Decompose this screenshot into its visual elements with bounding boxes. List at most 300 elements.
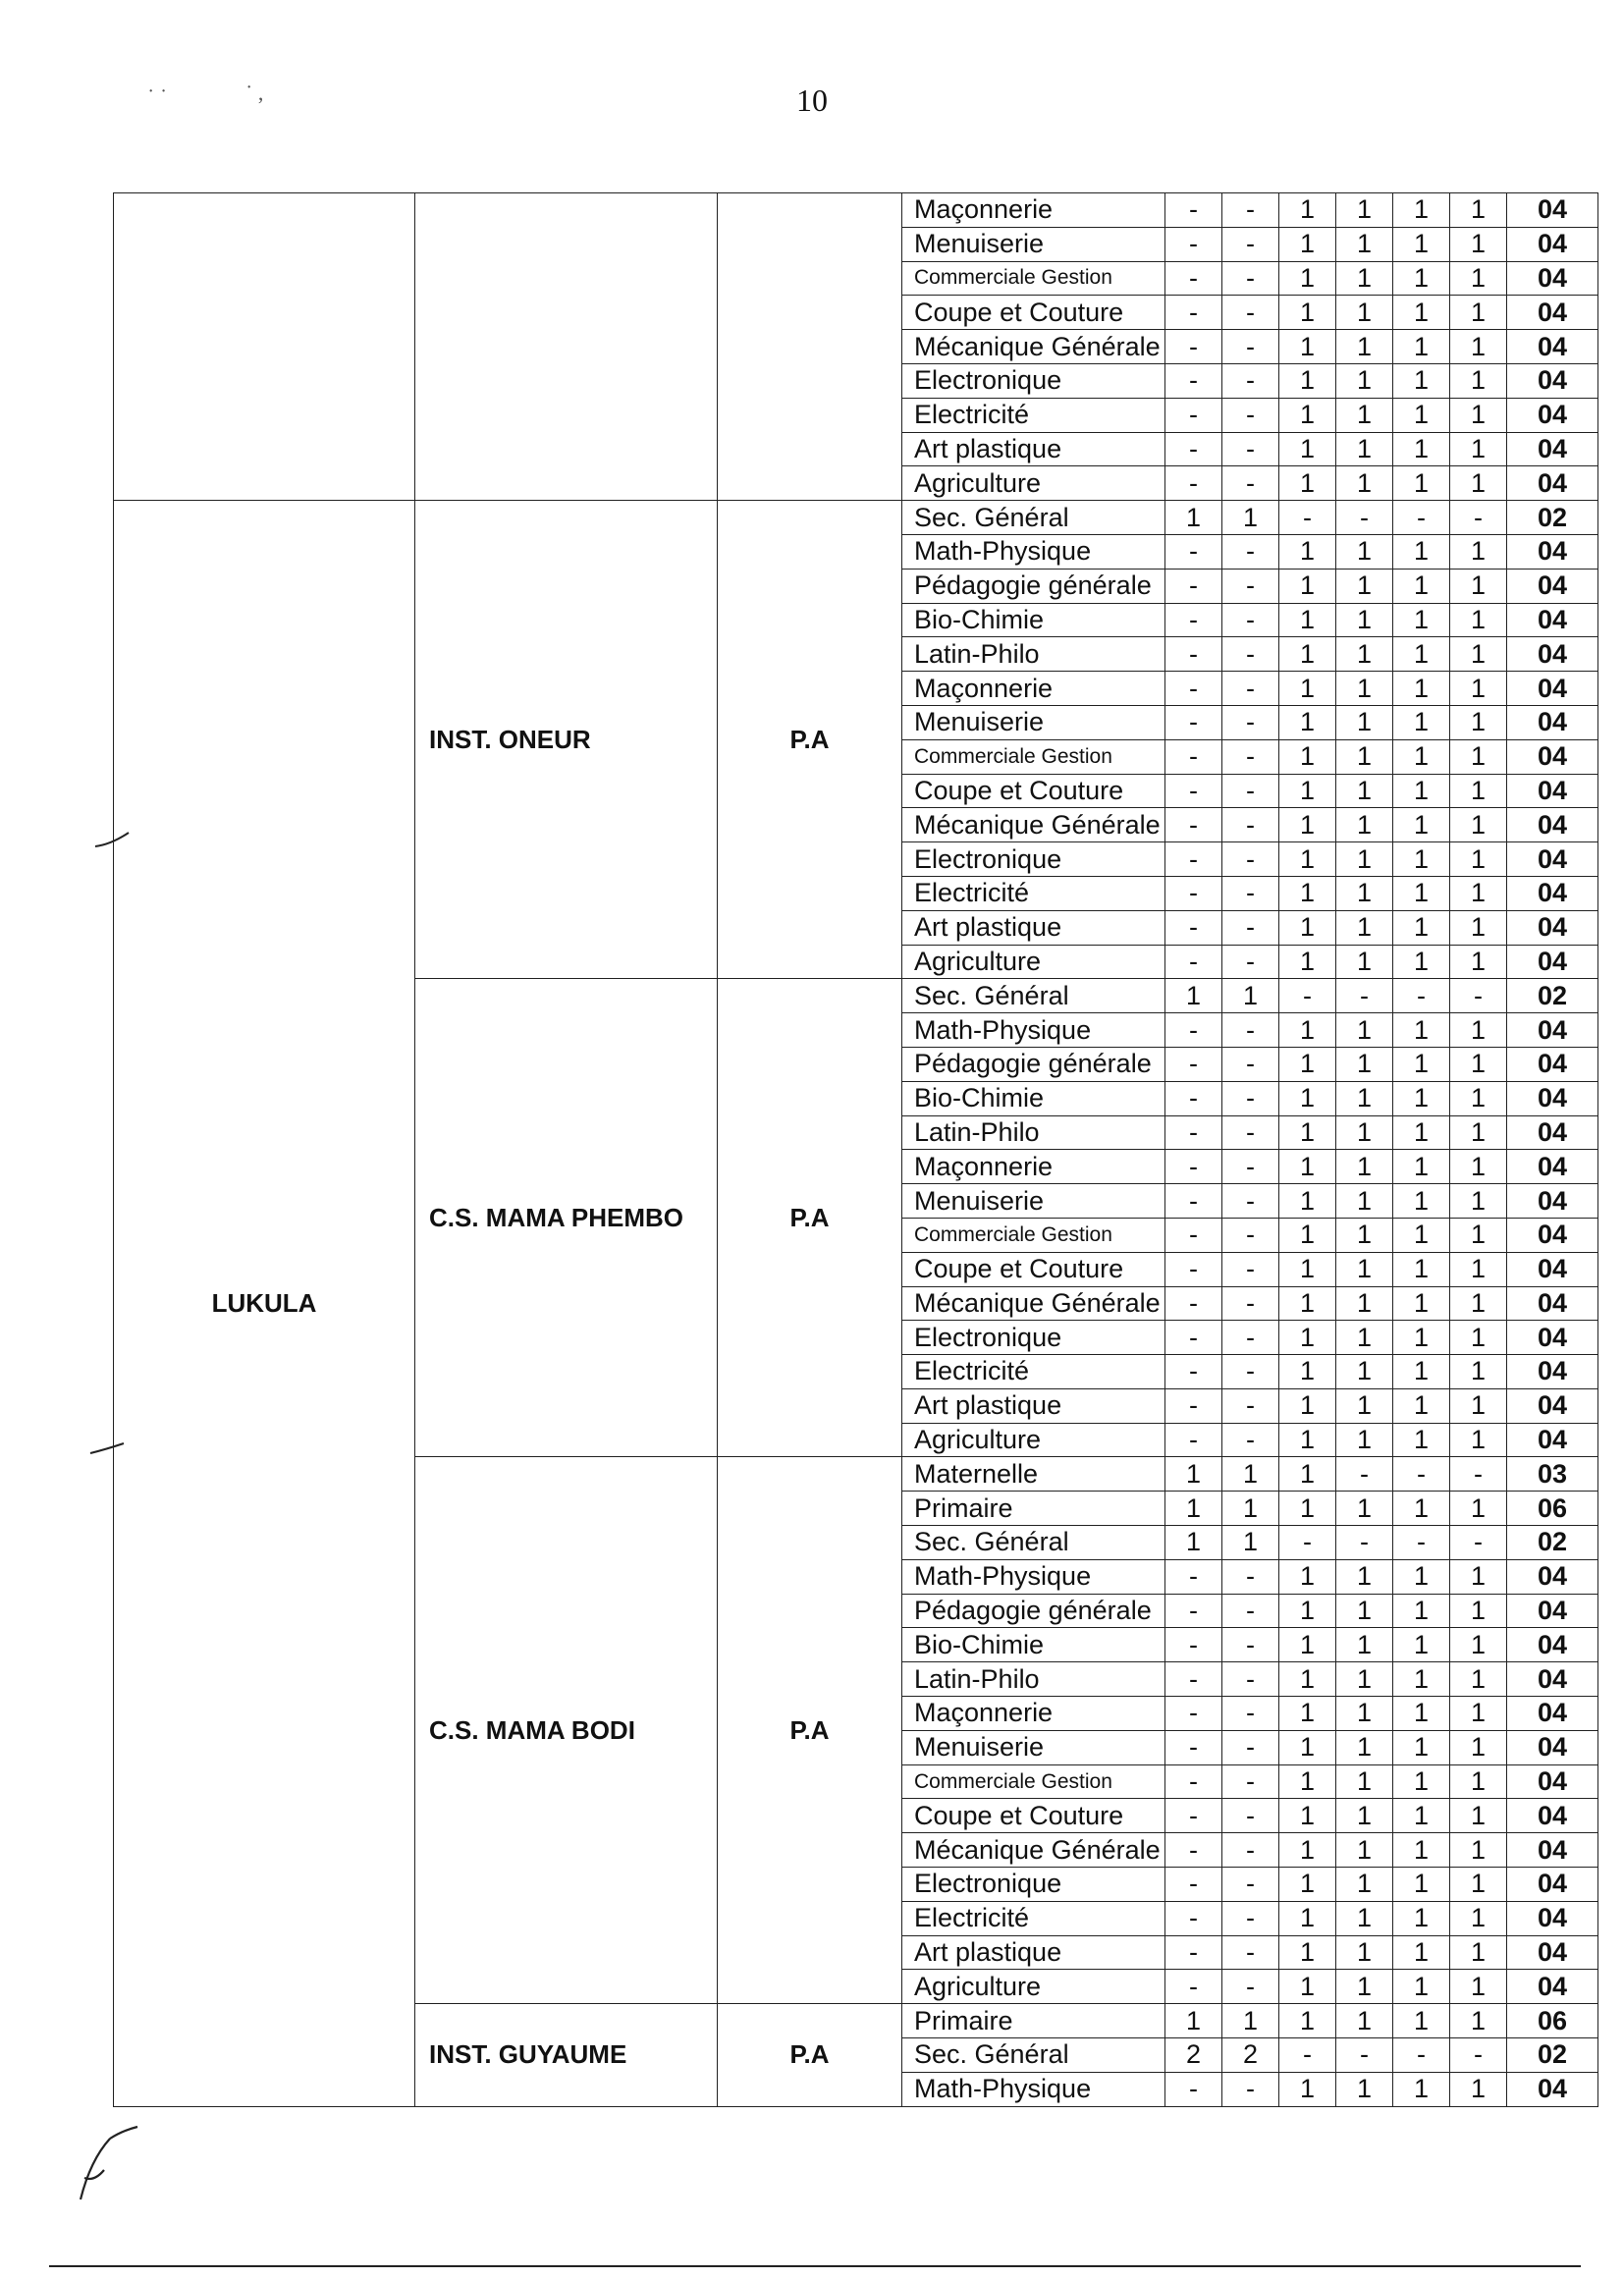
level-1-cell: -: [1165, 534, 1222, 569]
level-2-cell: -: [1222, 1764, 1279, 1799]
level-4-cell: 1: [1336, 739, 1393, 774]
level-2-cell: -: [1222, 569, 1279, 603]
school-name-cell: C.S. MAMA PHEMBO: [415, 979, 718, 1457]
level-2-cell: -: [1222, 739, 1279, 774]
level-4-cell: 1: [1336, 945, 1393, 979]
level-6-cell: 1: [1450, 1115, 1507, 1150]
level-3-cell: 1: [1279, 637, 1336, 672]
scan-speck: ˙ ˙: [147, 84, 168, 109]
level-3-cell: 1: [1279, 1150, 1336, 1184]
level-3-cell: 1: [1279, 1799, 1336, 1833]
level-2-cell: -: [1222, 672, 1279, 706]
level-6-cell: 1: [1450, 261, 1507, 296]
option-cell: Mécanique Générale: [902, 330, 1165, 364]
level-5-cell: 1: [1393, 876, 1450, 910]
district-cell: LUKULA: [114, 501, 415, 2106]
level-3-cell: -: [1279, 979, 1336, 1013]
total-cell: 04: [1507, 1935, 1598, 1970]
level-5-cell: 1: [1393, 1013, 1450, 1048]
level-5-cell: -: [1393, 979, 1450, 1013]
level-5-cell: 1: [1393, 1218, 1450, 1252]
total-cell: 04: [1507, 1252, 1598, 1286]
level-5-cell: -: [1393, 2038, 1450, 2073]
level-1-cell: -: [1165, 1388, 1222, 1423]
option-cell: Math-Physique: [902, 1013, 1165, 1048]
option-cell: Sec. Général: [902, 979, 1165, 1013]
total-cell: 02: [1507, 501, 1598, 535]
level-6-cell: 1: [1450, 1423, 1507, 1457]
level-1-cell: -: [1165, 1901, 1222, 1935]
option-cell: Agriculture: [902, 1423, 1165, 1457]
level-5-cell: 1: [1393, 534, 1450, 569]
level-5-cell: 1: [1393, 1150, 1450, 1184]
level-5-cell: 1: [1393, 842, 1450, 877]
page-number: 10: [796, 82, 828, 118]
level-5-cell: 1: [1393, 1252, 1450, 1286]
level-1-cell: -: [1165, 1355, 1222, 1389]
level-2-cell: -: [1222, 1388, 1279, 1423]
school-name-cell: [415, 193, 718, 501]
level-6-cell: 1: [1450, 1868, 1507, 1902]
level-5-cell: 1: [1393, 261, 1450, 296]
level-6-cell: 1: [1450, 534, 1507, 569]
level-3-cell: 1: [1279, 739, 1336, 774]
option-cell: Math-Physique: [902, 2072, 1165, 2106]
total-cell: 04: [1507, 569, 1598, 603]
level-1-cell: -: [1165, 1184, 1222, 1219]
level-6-cell: 1: [1450, 945, 1507, 979]
level-2-cell: -: [1222, 227, 1279, 261]
level-2-cell: 1: [1222, 501, 1279, 535]
level-4-cell: 1: [1336, 1252, 1393, 1286]
table-row: [114, 193, 1598, 228]
total-cell: 04: [1507, 672, 1598, 706]
level-1-cell: -: [1165, 705, 1222, 739]
level-5-cell: 1: [1393, 1388, 1450, 1423]
level-4-cell: 1: [1336, 876, 1393, 910]
level-5-cell: 1: [1393, 808, 1450, 842]
level-1-cell: -: [1165, 1799, 1222, 1833]
level-2-cell: -: [1222, 774, 1279, 808]
level-1-cell: -: [1165, 603, 1222, 637]
level-6-cell: 1: [1450, 1662, 1507, 1697]
level-6-cell: 1: [1450, 569, 1507, 603]
option-cell: Maternelle: [902, 1457, 1165, 1492]
level-5-cell: 1: [1393, 1081, 1450, 1115]
level-5-cell: 1: [1393, 1662, 1450, 1697]
level-1-cell: -: [1165, 1868, 1222, 1902]
level-2-cell: -: [1222, 296, 1279, 330]
level-2-cell: -: [1222, 1218, 1279, 1252]
level-3-cell: 1: [1279, 1355, 1336, 1389]
level-4-cell: 1: [1336, 1697, 1393, 1731]
level-5-cell: 1: [1393, 1286, 1450, 1321]
level-2-cell: -: [1222, 705, 1279, 739]
total-cell: 04: [1507, 808, 1598, 842]
level-4-cell: 1: [1336, 1013, 1393, 1048]
level-2-cell: -: [1222, 1252, 1279, 1286]
total-cell: 04: [1507, 1184, 1598, 1219]
level-6-cell: -: [1450, 1526, 1507, 1560]
level-1-cell: -: [1165, 1423, 1222, 1457]
level-1-cell: -: [1165, 637, 1222, 672]
level-1-cell: -: [1165, 945, 1222, 979]
level-4-cell: 1: [1336, 398, 1393, 432]
total-cell: 04: [1507, 1628, 1598, 1662]
option-cell: Mécanique Générale: [902, 1833, 1165, 1868]
level-2-cell: -: [1222, 1697, 1279, 1731]
level-2-cell: -: [1222, 363, 1279, 398]
total-cell: 04: [1507, 1047, 1598, 1081]
level-2-cell: -: [1222, 1286, 1279, 1321]
level-1-cell: -: [1165, 1252, 1222, 1286]
level-4-cell: 1: [1336, 672, 1393, 706]
school-name-cell: INST. GUYAUME: [415, 2004, 718, 2106]
level-4-cell: 1: [1336, 1355, 1393, 1389]
level-4-cell: 1: [1336, 1799, 1393, 1833]
level-3-cell: 1: [1279, 1321, 1336, 1355]
total-cell: 04: [1507, 1321, 1598, 1355]
total-cell: 04: [1507, 330, 1598, 364]
level-6-cell: -: [1450, 501, 1507, 535]
option-cell: Commerciale Gestion: [902, 1764, 1165, 1799]
level-2-cell: -: [1222, 1321, 1279, 1355]
level-3-cell: 1: [1279, 1388, 1336, 1423]
level-6-cell: -: [1450, 979, 1507, 1013]
level-3-cell: 1: [1279, 466, 1336, 501]
option-cell: Bio-Chimie: [902, 1628, 1165, 1662]
level-5-cell: 1: [1393, 1115, 1450, 1150]
option-cell: Menuiserie: [902, 705, 1165, 739]
option-cell: Maçonnerie: [902, 1697, 1165, 1731]
level-4-cell: -: [1336, 1526, 1393, 1560]
level-1-cell: 1: [1165, 501, 1222, 535]
level-5-cell: 1: [1393, 1423, 1450, 1457]
total-cell: 04: [1507, 876, 1598, 910]
option-cell: Commerciale Gestion: [902, 261, 1165, 296]
level-1-cell: -: [1165, 1013, 1222, 1048]
option-cell: Maçonnerie: [902, 1150, 1165, 1184]
level-6-cell: 1: [1450, 1388, 1507, 1423]
level-2-cell: -: [1222, 1628, 1279, 1662]
level-3-cell: 1: [1279, 945, 1336, 979]
level-2-cell: -: [1222, 945, 1279, 979]
total-cell: 06: [1507, 1492, 1598, 1526]
level-5-cell: 1: [1393, 569, 1450, 603]
level-6-cell: 1: [1450, 2004, 1507, 2038]
level-3-cell: 1: [1279, 1218, 1336, 1252]
total-cell: 04: [1507, 1730, 1598, 1764]
option-cell: Art plastique: [902, 432, 1165, 466]
total-cell: 04: [1507, 296, 1598, 330]
level-2-cell: -: [1222, 1970, 1279, 2004]
allocation-table: [113, 192, 1598, 2107]
level-4-cell: 1: [1336, 330, 1393, 364]
total-cell: 04: [1507, 1970, 1598, 2004]
total-cell: 04: [1507, 1388, 1598, 1423]
level-2-cell: 1: [1222, 1457, 1279, 1492]
level-6-cell: 1: [1450, 330, 1507, 364]
level-4-cell: -: [1336, 1457, 1393, 1492]
level-3-cell: 1: [1279, 398, 1336, 432]
total-cell: 04: [1507, 227, 1598, 261]
level-3-cell: 1: [1279, 1252, 1336, 1286]
level-5-cell: 1: [1393, 1492, 1450, 1526]
level-2-cell: -: [1222, 432, 1279, 466]
level-3-cell: 1: [1279, 1901, 1336, 1935]
level-3-cell: 1: [1279, 2004, 1336, 2038]
level-6-cell: 1: [1450, 1594, 1507, 1628]
level-1-cell: -: [1165, 1628, 1222, 1662]
level-6-cell: 1: [1450, 1286, 1507, 1321]
level-1-cell: -: [1165, 1150, 1222, 1184]
level-5-cell: 1: [1393, 1559, 1450, 1594]
level-5-cell: 1: [1393, 1628, 1450, 1662]
level-3-cell: 1: [1279, 910, 1336, 945]
level-6-cell: 1: [1450, 774, 1507, 808]
school-name-cell: INST. ONEUR: [415, 501, 718, 979]
option-cell: Math-Physique: [902, 534, 1165, 569]
level-2-cell: -: [1222, 2072, 1279, 2106]
total-cell: 06: [1507, 2004, 1598, 2038]
option-cell: Maçonnerie: [902, 193, 1165, 228]
level-6-cell: 1: [1450, 1833, 1507, 1868]
level-5-cell: 1: [1393, 330, 1450, 364]
level-4-cell: 1: [1336, 1388, 1393, 1423]
level-5-cell: 1: [1393, 1970, 1450, 2004]
level-1-cell: -: [1165, 569, 1222, 603]
level-2-cell: -: [1222, 1901, 1279, 1935]
level-3-cell: 1: [1279, 1935, 1336, 1970]
level-6-cell: 1: [1450, 1150, 1507, 1184]
level-6-cell: 1: [1450, 910, 1507, 945]
level-4-cell: -: [1336, 2038, 1393, 2073]
level-5-cell: 1: [1393, 1901, 1450, 1935]
option-cell: Coupe et Couture: [902, 774, 1165, 808]
signature-mark: [61, 2121, 149, 2209]
total-cell: 04: [1507, 1081, 1598, 1115]
level-4-cell: 1: [1336, 842, 1393, 877]
level-6-cell: 1: [1450, 1628, 1507, 1662]
level-2-cell: -: [1222, 842, 1279, 877]
level-1-cell: -: [1165, 739, 1222, 774]
option-cell: Electronique: [902, 842, 1165, 877]
option-cell: Pédagogie générale: [902, 1047, 1165, 1081]
option-cell: Menuiserie: [902, 1730, 1165, 1764]
total-cell: 04: [1507, 1594, 1598, 1628]
level-5-cell: -: [1393, 1526, 1450, 1560]
level-1-cell: -: [1165, 466, 1222, 501]
level-5-cell: 1: [1393, 945, 1450, 979]
level-4-cell: 1: [1336, 1935, 1393, 1970]
level-3-cell: 1: [1279, 193, 1336, 228]
level-2-cell: 1: [1222, 1526, 1279, 1560]
option-cell: Electricité: [902, 1355, 1165, 1389]
level-2-cell: -: [1222, 1047, 1279, 1081]
total-cell: 04: [1507, 363, 1598, 398]
level-4-cell: 1: [1336, 705, 1393, 739]
option-cell: Bio-Chimie: [902, 603, 1165, 637]
level-6-cell: 1: [1450, 296, 1507, 330]
level-1-cell: -: [1165, 1286, 1222, 1321]
level-3-cell: 1: [1279, 876, 1336, 910]
level-1-cell: -: [1165, 1833, 1222, 1868]
school-name-cell: C.S. MAMA BODI: [415, 1457, 718, 2004]
level-6-cell: 1: [1450, 1184, 1507, 1219]
option-cell: Electricité: [902, 876, 1165, 910]
level-3-cell: 1: [1279, 1047, 1336, 1081]
total-cell: 04: [1507, 1901, 1598, 1935]
total-cell: 04: [1507, 193, 1598, 228]
level-3-cell: 1: [1279, 1628, 1336, 1662]
level-1-cell: -: [1165, 398, 1222, 432]
level-3-cell: 1: [1279, 569, 1336, 603]
level-2-cell: -: [1222, 1868, 1279, 1902]
level-4-cell: 1: [1336, 910, 1393, 945]
level-2-cell: -: [1222, 1081, 1279, 1115]
level-5-cell: 1: [1393, 1594, 1450, 1628]
level-5-cell: 1: [1393, 637, 1450, 672]
level-5-cell: 1: [1393, 193, 1450, 228]
level-6-cell: 1: [1450, 739, 1507, 774]
level-6-cell: 1: [1450, 1559, 1507, 1594]
level-3-cell: 1: [1279, 432, 1336, 466]
option-cell: Latin-Philo: [902, 1662, 1165, 1697]
level-1-cell: -: [1165, 1662, 1222, 1697]
level-3-cell: 1: [1279, 1081, 1336, 1115]
level-2-cell: -: [1222, 1799, 1279, 1833]
level-3-cell: 1: [1279, 1833, 1336, 1868]
level-1-cell: 1: [1165, 1492, 1222, 1526]
level-5-cell: 1: [1393, 739, 1450, 774]
level-6-cell: 1: [1450, 603, 1507, 637]
option-cell: Sec. Général: [902, 2038, 1165, 2073]
level-1-cell: -: [1165, 1115, 1222, 1150]
level-3-cell: 1: [1279, 1764, 1336, 1799]
level-1-cell: -: [1165, 808, 1222, 842]
level-5-cell: 1: [1393, 296, 1450, 330]
level-2-cell: -: [1222, 1013, 1279, 1048]
level-1-cell: -: [1165, 1935, 1222, 1970]
level-3-cell: 1: [1279, 1184, 1336, 1219]
level-3-cell: -: [1279, 501, 1336, 535]
level-1-cell: -: [1165, 1218, 1222, 1252]
level-6-cell: 1: [1450, 227, 1507, 261]
level-4-cell: 1: [1336, 193, 1393, 228]
level-3-cell: 1: [1279, 534, 1336, 569]
total-cell: 04: [1507, 1218, 1598, 1252]
level-4-cell: 1: [1336, 774, 1393, 808]
level-6-cell: 1: [1450, 842, 1507, 877]
level-1-cell: -: [1165, 432, 1222, 466]
level-3-cell: 1: [1279, 705, 1336, 739]
total-cell: 04: [1507, 1423, 1598, 1457]
level-5-cell: 1: [1393, 1355, 1450, 1389]
level-1-cell: 1: [1165, 1526, 1222, 1560]
level-3-cell: -: [1279, 1526, 1336, 1560]
level-2-cell: -: [1222, 398, 1279, 432]
level-1-cell: -: [1165, 1764, 1222, 1799]
level-3-cell: 1: [1279, 1013, 1336, 1048]
level-3-cell: 1: [1279, 1868, 1336, 1902]
level-3-cell: 1: [1279, 330, 1336, 364]
level-6-cell: 1: [1450, 1764, 1507, 1799]
level-3-cell: 1: [1279, 1457, 1336, 1492]
level-4-cell: 1: [1336, 1868, 1393, 1902]
option-cell: Pédagogie générale: [902, 1594, 1165, 1628]
level-2-cell: 1: [1222, 2004, 1279, 2038]
level-5-cell: 1: [1393, 227, 1450, 261]
level-3-cell: 1: [1279, 363, 1336, 398]
level-4-cell: 1: [1336, 1559, 1393, 1594]
level-4-cell: 1: [1336, 1286, 1393, 1321]
regime-cell: P.A: [718, 2004, 902, 2106]
option-cell: Coupe et Couture: [902, 1799, 1165, 1833]
level-6-cell: 1: [1450, 1013, 1507, 1048]
level-2-cell: -: [1222, 1559, 1279, 1594]
level-4-cell: 1: [1336, 1047, 1393, 1081]
total-cell: 04: [1507, 1150, 1598, 1184]
level-5-cell: -: [1393, 501, 1450, 535]
option-cell: Pédagogie générale: [902, 569, 1165, 603]
option-cell: Math-Physique: [902, 1559, 1165, 1594]
level-4-cell: 1: [1336, 1423, 1393, 1457]
level-4-cell: 1: [1336, 1115, 1393, 1150]
option-cell: Art plastique: [902, 910, 1165, 945]
level-4-cell: 1: [1336, 1081, 1393, 1115]
option-cell: Latin-Philo: [902, 1115, 1165, 1150]
level-1-cell: -: [1165, 1594, 1222, 1628]
level-4-cell: 1: [1336, 466, 1393, 501]
total-cell: 03: [1507, 1457, 1598, 1492]
level-5-cell: 1: [1393, 2072, 1450, 2106]
total-cell: 04: [1507, 398, 1598, 432]
level-2-cell: -: [1222, 637, 1279, 672]
level-6-cell: 1: [1450, 808, 1507, 842]
option-cell: Commerciale Gestion: [902, 1218, 1165, 1252]
total-cell: 04: [1507, 739, 1598, 774]
level-4-cell: 1: [1336, 1628, 1393, 1662]
total-cell: 04: [1507, 1115, 1598, 1150]
level-1-cell: -: [1165, 1047, 1222, 1081]
level-1-cell: -: [1165, 1697, 1222, 1731]
level-4-cell: 1: [1336, 534, 1393, 569]
level-1-cell: -: [1165, 1730, 1222, 1764]
level-3-cell: 1: [1279, 227, 1336, 261]
level-5-cell: 1: [1393, 1799, 1450, 1833]
total-cell: 04: [1507, 705, 1598, 739]
option-cell: Commerciale Gestion: [902, 739, 1165, 774]
level-5-cell: 1: [1393, 1184, 1450, 1219]
level-2-cell: -: [1222, 1184, 1279, 1219]
level-4-cell: 1: [1336, 637, 1393, 672]
level-5-cell: 1: [1393, 705, 1450, 739]
total-cell: 04: [1507, 1799, 1598, 1833]
level-3-cell: 1: [1279, 1970, 1336, 2004]
option-cell: Primaire: [902, 1492, 1165, 1526]
regime-cell: P.A: [718, 979, 902, 1457]
level-4-cell: 1: [1336, 1901, 1393, 1935]
option-cell: Sec. Général: [902, 501, 1165, 535]
level-3-cell: 1: [1279, 1594, 1336, 1628]
level-6-cell: 1: [1450, 1697, 1507, 1731]
level-5-cell: 1: [1393, 1730, 1450, 1764]
level-5-cell: 1: [1393, 1935, 1450, 1970]
option-cell: Latin-Philo: [902, 637, 1165, 672]
option-cell: Menuiserie: [902, 1184, 1165, 1219]
regime-cell: P.A: [718, 1457, 902, 2004]
level-1-cell: -: [1165, 1321, 1222, 1355]
